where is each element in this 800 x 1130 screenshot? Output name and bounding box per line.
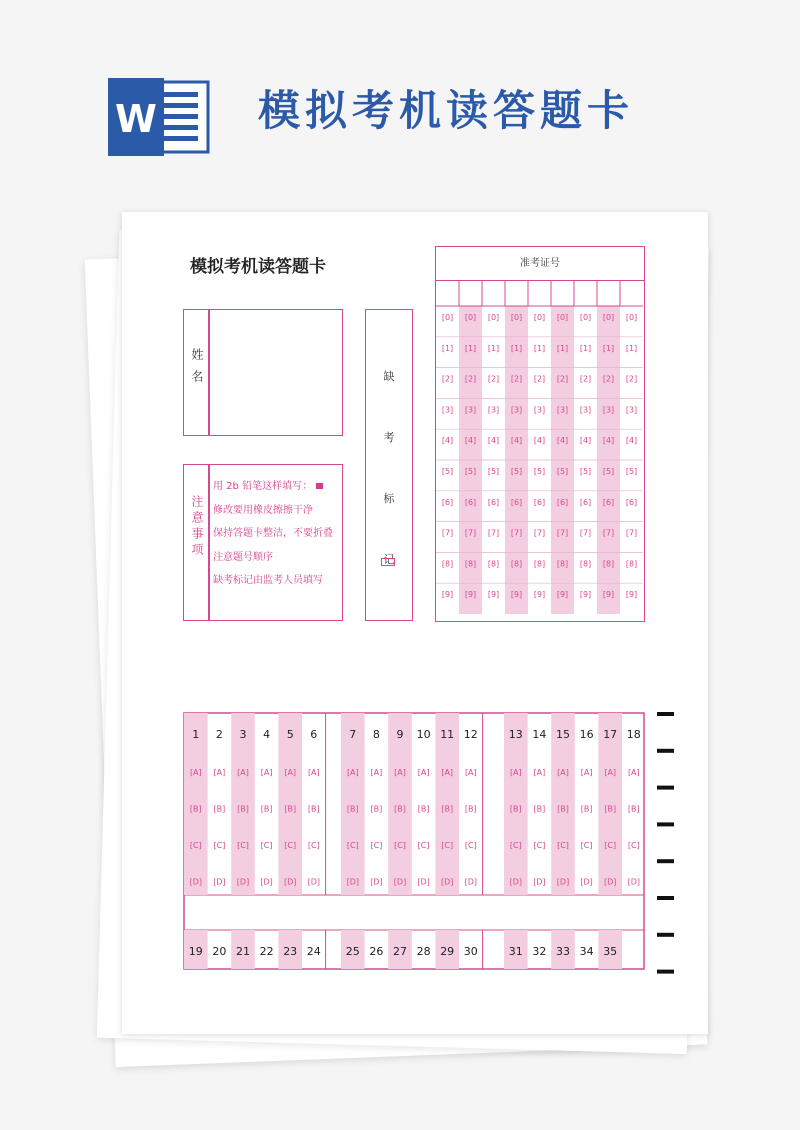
answer-bubble[interactable]: [C] — [237, 841, 249, 850]
digit-bubble[interactable]: [1] — [556, 343, 569, 353]
digit-bubble[interactable]: [9] — [579, 590, 592, 600]
digit-bubble[interactable]: [4] — [441, 436, 454, 446]
absent-char: 标 — [383, 492, 395, 505]
digit-bubble[interactable]: [5] — [602, 467, 615, 476]
digit-bubble[interactable]: [8] — [464, 559, 477, 569]
answer-bubble[interactable]: [B] — [580, 804, 593, 814]
answer-bubble[interactable]: [B] — [557, 804, 569, 814]
digit-bubble[interactable]: [4] — [487, 436, 500, 446]
question-number: 4 — [263, 728, 271, 741]
digit-bubble[interactable]: [9] — [533, 590, 546, 600]
question-number: 35 — [603, 945, 618, 958]
answer-bubble[interactable]: [B] — [627, 804, 640, 814]
digit-bubble[interactable]: [7] — [533, 528, 546, 538]
digit-bubble[interactable]: [9] — [510, 590, 523, 600]
answer-bubble[interactable]: [C] — [260, 841, 273, 850]
question-number: 3 — [239, 728, 247, 741]
digit-bubble[interactable]: [0] — [464, 313, 477, 322]
answer-bubble[interactable]: [D] — [236, 877, 250, 887]
answer-bubble[interactable]: [D] — [627, 877, 641, 887]
answer-bubble[interactable]: [A] — [213, 768, 226, 777]
digit-bubble[interactable]: [7] — [579, 528, 592, 538]
digit-bubble[interactable]: [4] — [625, 436, 638, 446]
answer-bubble[interactable]: [C] — [284, 841, 297, 850]
digit-bubble[interactable]: [5] — [533, 467, 546, 476]
answer-bubble[interactable]: [D] — [370, 877, 383, 887]
digit-bubble[interactable]: [9] — [464, 590, 477, 600]
answer-bubble[interactable]: [C] — [464, 841, 477, 850]
answer-bubble[interactable]: [D] — [533, 877, 546, 887]
digit-bubble[interactable]: [1] — [464, 343, 477, 353]
question-number: 6 — [310, 728, 318, 741]
question-number: 13 — [508, 728, 523, 741]
answer-bubble[interactable]: [B] — [370, 804, 383, 814]
digit-bubble[interactable]: [3] — [441, 405, 454, 415]
timing-mark — [657, 822, 674, 826]
question-number: 15 — [556, 728, 570, 741]
digit-bubble[interactable]: [9] — [625, 590, 638, 600]
answer-bubble[interactable]: [C] — [580, 841, 593, 850]
digit-bubble[interactable]: [0] — [556, 313, 569, 322]
digit-bubble[interactable]: [2] — [487, 374, 500, 384]
question-number: 26 — [369, 945, 384, 958]
digit-bubble[interactable]: [3] — [533, 405, 546, 415]
answer-bubble[interactable]: [D] — [440, 877, 454, 887]
answer-bubble[interactable]: [B] — [417, 804, 430, 814]
answer-bubble[interactable]: [C] — [394, 841, 406, 850]
digit-bubble[interactable]: [8] — [441, 559, 454, 569]
digit-bubble[interactable]: [2] — [464, 374, 477, 384]
question-number: 17 — [603, 728, 618, 741]
answer-bubble[interactable]: [A] — [346, 768, 359, 777]
digit-bubble[interactable]: [7] — [510, 528, 523, 538]
question-number: 11 — [440, 728, 455, 741]
question-number: 20 — [212, 945, 227, 958]
question-number: 14 — [532, 728, 547, 741]
digit-bubble[interactable]: [7] — [487, 528, 500, 538]
digit-bubble[interactable]: [6] — [625, 497, 638, 507]
answer-bubble[interactable]: [A] — [417, 768, 430, 777]
page-title: 模拟考机读答题卡 — [258, 86, 635, 135]
answer-bubble[interactable]: [A] — [237, 768, 249, 777]
absent-char: 考 — [383, 431, 395, 444]
digit-bubble[interactable]: [3] — [464, 405, 477, 415]
answer-bubble[interactable]: [C] — [509, 841, 522, 850]
question-number: 31 — [508, 945, 523, 958]
answer-bubble[interactable]: [B] — [509, 804, 522, 814]
answer-bubble[interactable]: [D] — [307, 877, 321, 887]
digit-bubble[interactable]: [4] — [533, 436, 546, 446]
notes-label: 注意事项 — [190, 495, 204, 559]
question-number: 32 — [532, 945, 547, 958]
card-title: 模拟考机读答题卡 — [190, 257, 326, 277]
digit-bubble[interactable]: [5] — [487, 467, 500, 476]
digit-bubble[interactable]: [5] — [464, 467, 477, 476]
exam-id-title: 准考证号 — [436, 247, 644, 281]
digit-bubble[interactable]: [0] — [602, 313, 615, 322]
digit-bubble[interactable]: [5] — [579, 467, 592, 476]
answer-bubble[interactable]: [D] — [393, 877, 407, 887]
answer-bubble[interactable]: [D] — [189, 877, 203, 887]
question-number: 34 — [579, 945, 594, 958]
answer-bubble[interactable]: [A] — [533, 768, 546, 777]
digit-bubble[interactable]: [4] — [602, 436, 615, 446]
digit-bubble[interactable]: [3] — [625, 405, 638, 415]
answer-bubble[interactable]: [B] — [307, 804, 320, 814]
digit-bubble[interactable]: [1] — [441, 343, 454, 353]
digit-bubble[interactable]: [5] — [556, 467, 569, 476]
digit-bubble[interactable]: [2] — [602, 374, 615, 384]
answer-bubble[interactable]: [D] — [556, 877, 570, 887]
answer-bubble[interactable]: [C] — [346, 841, 359, 850]
answer-bubble[interactable]: [A] — [580, 768, 593, 777]
digit-bubble[interactable]: [7] — [556, 528, 569, 538]
question-number: 29 — [440, 945, 455, 958]
answer-bubble[interactable]: [A] — [627, 768, 640, 777]
note-text: 用 2b 铅笔这样填写： — [213, 481, 313, 492]
digit-bubble[interactable]: [0] — [579, 313, 592, 322]
answer-bubble[interactable]: [C] — [417, 841, 430, 850]
answer-bubble[interactable]: [C] — [533, 841, 546, 850]
digit-bubble[interactable]: [9] — [602, 590, 615, 600]
digit-bubble[interactable]: [7] — [464, 528, 477, 538]
name-label: 姓名 — [190, 348, 204, 392]
timing-mark — [657, 970, 674, 974]
digit-bubble[interactable]: [6] — [441, 497, 454, 507]
digit-bubble[interactable]: [0] — [487, 313, 500, 322]
answer-bubble[interactable]: [B] — [189, 804, 202, 814]
question-number: 22 — [259, 945, 274, 958]
question-number: 8 — [372, 728, 380, 741]
answer-bubble[interactable]: [C] — [557, 841, 569, 850]
answer-bubble[interactable]: [B] — [604, 804, 617, 814]
answer-bubble[interactable]: [A] — [284, 768, 297, 777]
question-number: 1 — [192, 728, 200, 741]
answer-bubble[interactable]: [D] — [464, 877, 478, 887]
answer-bubble[interactable]: [A] — [557, 768, 569, 777]
digit-bubble[interactable]: [9] — [556, 590, 569, 600]
answer-bubble[interactable]: [B] — [464, 804, 477, 814]
absent-char: 缺 — [383, 370, 395, 383]
digit-bubble[interactable]: [1] — [602, 343, 615, 353]
digit-bubble[interactable]: [3] — [579, 405, 592, 415]
answer-bubble[interactable]: [A] — [370, 768, 383, 777]
answer-bubble[interactable]: [A] — [464, 768, 477, 777]
question-number: 24 — [306, 945, 321, 958]
digit-bubble[interactable]: [6] — [487, 497, 500, 507]
question-number: 10 — [416, 728, 431, 741]
question-number: 9 — [396, 728, 404, 741]
answer-bubble[interactable]: [B] — [213, 804, 226, 814]
note-item: 修改要用橡皮擦擦干净 — [213, 504, 313, 516]
digit-bubble[interactable]: [1] — [510, 343, 523, 353]
digit-bubble[interactable]: [1] — [487, 343, 500, 353]
digit-bubble[interactable]: [2] — [441, 374, 454, 384]
answer-bubble[interactable]: [D] — [417, 877, 430, 887]
note-item: 缺考标记由监考人员填写 — [213, 575, 323, 586]
answer-bubble[interactable]: [D] — [283, 877, 297, 887]
digit-bubble[interactable]: [8] — [510, 559, 523, 569]
digit-bubble[interactable]: [4] — [464, 436, 477, 446]
answer-bubble[interactable]: [B] — [260, 804, 273, 814]
answer-bubble[interactable]: [D] — [509, 877, 523, 887]
digit-bubble[interactable]: [5] — [625, 467, 638, 476]
digit-bubble[interactable]: [6] — [602, 497, 615, 507]
digit-bubble[interactable]: [0] — [533, 313, 546, 322]
answer-bubble[interactable]: [A] — [394, 768, 406, 777]
digit-bubble[interactable]: [8] — [533, 559, 546, 569]
digit-bubble[interactable]: [8] — [556, 559, 569, 569]
answer-bubble[interactable]: [C] — [307, 841, 320, 850]
digit-bubble[interactable]: [3] — [487, 405, 500, 415]
answer-bubble[interactable]: [B] — [237, 804, 249, 814]
timing-mark — [657, 786, 674, 790]
digit-bubble[interactable]: [3] — [510, 405, 523, 415]
digit-bubble[interactable]: [6] — [533, 497, 546, 507]
answer-bubble[interactable]: [A] — [604, 768, 617, 777]
digit-bubble[interactable]: [7] — [441, 528, 454, 538]
answer-bubble[interactable]: [C] — [213, 841, 226, 850]
digit-bubble[interactable]: [2] — [533, 374, 546, 384]
question-number: 21 — [236, 945, 250, 958]
answer-bubble[interactable]: [A] — [307, 768, 320, 777]
digit-bubble[interactable]: [0] — [625, 313, 638, 322]
digit-bubble[interactable]: [2] — [579, 374, 592, 384]
question-number: 27 — [393, 945, 407, 958]
digit-bubble[interactable]: [4] — [556, 436, 569, 446]
answer-bubble[interactable]: [A] — [441, 768, 454, 777]
note-item: 注意题号顺序 — [213, 551, 273, 563]
digit-bubble[interactable]: [6] — [579, 497, 592, 507]
digit-bubble[interactable]: [2] — [556, 374, 569, 384]
note-item: 保持答题卡整洁，不要折叠 — [213, 528, 333, 539]
question-number: 28 — [416, 945, 431, 958]
question-number: 16 — [579, 728, 594, 741]
digit-bubble[interactable]: [3] — [602, 405, 615, 415]
answer-bubble[interactable]: [D] — [213, 877, 226, 887]
digit-bubble[interactable]: [8] — [625, 559, 638, 569]
answer-bubble[interactable]: [D] — [346, 877, 360, 887]
timing-mark — [657, 933, 674, 937]
question-number: 7 — [349, 728, 357, 741]
timing-mark — [657, 712, 674, 716]
answer-bubble[interactable]: [C] — [189, 841, 202, 850]
answer-bubble[interactable]: [B] — [284, 804, 297, 814]
digit-bubble[interactable]: [0] — [510, 313, 523, 322]
answer-bubble[interactable]: [C] — [441, 841, 454, 850]
answer-bubble[interactable]: [C] — [604, 841, 617, 850]
question-number: 23 — [283, 945, 298, 958]
digit-bubble[interactable]: [3] — [556, 405, 569, 415]
answer-bubble[interactable]: [D] — [603, 877, 617, 887]
word-letter: W — [115, 97, 157, 141]
digit-bubble[interactable]: [8] — [602, 559, 615, 569]
answer-bubble[interactable]: [A] — [260, 768, 273, 777]
question-number: 12 — [463, 728, 478, 741]
answer-bubble[interactable]: [B] — [533, 804, 546, 814]
question-number: 18 — [626, 728, 641, 741]
digit-bubble[interactable]: [5] — [441, 467, 454, 476]
answer-bubble[interactable]: [D] — [260, 877, 273, 887]
answer-bubble[interactable]: [C] — [627, 841, 640, 850]
digit-bubble[interactable]: [2] — [510, 374, 523, 384]
digit-bubble[interactable]: [6] — [556, 497, 569, 507]
digit-bubble[interactable]: [6] — [510, 497, 523, 507]
digit-bubble[interactable]: [4] — [510, 436, 523, 446]
digit-bubble[interactable]: [1] — [533, 343, 546, 353]
digit-bubble[interactable]: [6] — [464, 497, 477, 507]
answer-bubble[interactable]: [A] — [509, 768, 522, 777]
question-number: 25 — [345, 945, 360, 958]
digit-bubble[interactable]: [9] — [441, 590, 454, 600]
digit-bubble[interactable]: [0] — [441, 313, 454, 322]
digit-bubble[interactable]: [8] — [579, 559, 592, 569]
digit-bubble[interactable]: [4] — [579, 436, 592, 446]
digit-bubble[interactable]: [5] — [510, 467, 523, 476]
question-number: 33 — [556, 945, 570, 958]
digit-bubble[interactable]: [1] — [625, 343, 638, 353]
digit-bubble[interactable]: [1] — [579, 343, 592, 353]
digit-bubble[interactable]: [9] — [487, 590, 500, 600]
absent-char: 记 — [383, 553, 395, 566]
digit-bubble[interactable]: [7] — [625, 528, 638, 538]
question-number: 30 — [463, 945, 478, 958]
timing-mark — [657, 859, 674, 863]
answer-bubble[interactable]: [A] — [189, 768, 202, 777]
question-number: 2 — [215, 728, 223, 741]
digit-bubble[interactable]: [7] — [602, 528, 615, 538]
question-number: 5 — [286, 728, 294, 741]
digit-bubble[interactable]: [8] — [487, 559, 500, 569]
answer-bubble[interactable]: [D] — [580, 877, 593, 887]
answer-bubble[interactable]: [B] — [346, 804, 359, 814]
answer-bubble[interactable]: [B] — [441, 804, 454, 814]
timing-mark — [657, 749, 674, 753]
question-number: 19 — [188, 945, 203, 958]
answer-bubble[interactable]: [B] — [394, 804, 406, 814]
digit-bubble[interactable]: [2] — [625, 374, 638, 384]
timing-mark — [657, 896, 674, 900]
answer-bubble[interactable]: [C] — [370, 841, 383, 850]
